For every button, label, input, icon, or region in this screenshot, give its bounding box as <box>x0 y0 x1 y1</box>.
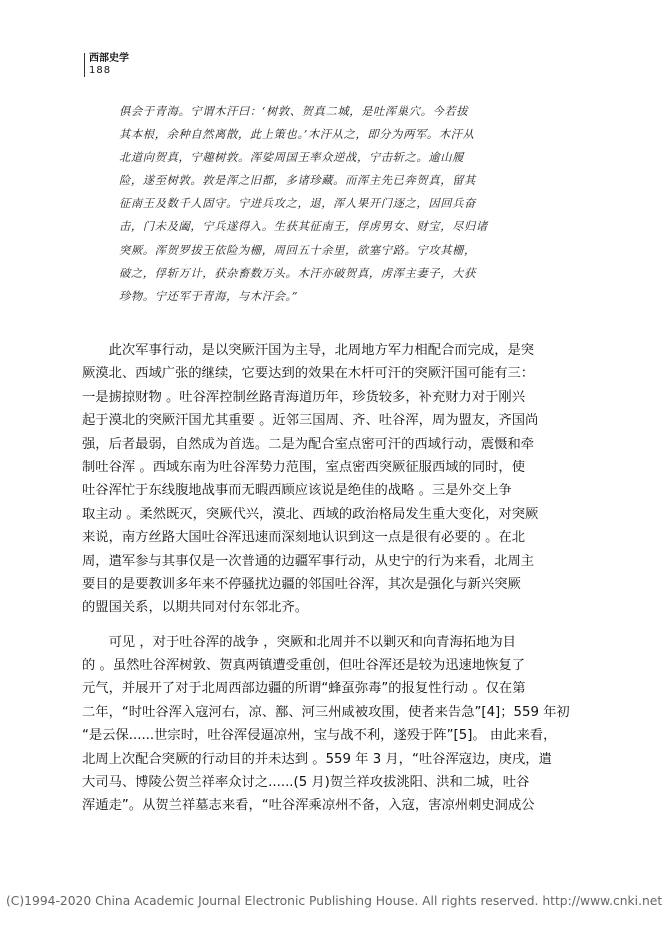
text-line: 元气，并展开了对于北周西部边疆的所谓“蜂虿弥毒”的报复性行动 。仅在第 <box>82 681 526 697</box>
quote-line: 突厥。浑贺罗拔王依险为栅，周回五十余里，欲塞宁路。宁攻其栅， <box>119 243 476 257</box>
paragraph <box>82 339 582 620</box>
text-line: 可见 ，对于吐谷浑的战争 ，突厥和北周并不以剿灭和向青海拓地为目 <box>82 634 516 650</box>
text-line: 要目的是要教训多年来不停骚扰边疆的邻国吐谷浑，其次是强化与新兴突厥 <box>82 576 521 592</box>
text-line: 吐谷浑忙于东线腹地战事而无暇西顾应该说是绝佳的战略 。三是外交上争 <box>82 483 512 499</box>
quote-line: 北道向贺真，宁趣树敦。浑娑周国王率众逆战，宁击斩之。逾山履 <box>119 151 465 165</box>
text-line: 厥漠北、西域广张的继续，它要达到的效果在木杆可汗的突厥汗国可能有三： <box>82 366 535 382</box>
text-line: 浑遁走”。从贺兰祥墓志来看，“吐谷浑乘凉州不备，入寇，害凉州刺史洞成公 <box>82 798 535 814</box>
quote-line: 征南王及数千人固守。宁进兵攻之，退，浑人果开门逐之，因回兵奋 <box>119 197 476 211</box>
block-quote <box>119 100 559 308</box>
text-line: 北周上次配合突厥的行动目的并未达到 。559 年 3 月，“吐谷浑寇边，庚戌，遣 <box>82 751 552 767</box>
journal-title: 西部史学 <box>89 53 129 64</box>
text-line: 制吐谷浑 。西域东南为吐谷浑势力范围，室点密西突厥征服西域的同时，使 <box>82 459 526 475</box>
quote-line: 俱会于青海。宁谓木汗曰：‘树敦、贺真二城，是吐浑巢穴。今若拔 <box>119 105 469 118</box>
text-line: 周，遣军参与其事仅是一次普通的边疆军事行动，从史宁的行为来看，北周主 <box>82 553 535 569</box>
text-line: 一是掳掠财物 。吐谷浑控制丝路青海道历年，珍货较多，补充财力对于刚兴 <box>82 389 526 405</box>
quote-line: 破之，俘斩万计，获杂畜数万头。木汗亦破贺真，虏浑主妻子，大获 <box>119 266 476 280</box>
quote-line: 击，门未及阖，宁兵遂得入。生获其征南王，俘虏男女、财宝，尽归诸 <box>119 220 488 234</box>
paragraph <box>82 631 582 818</box>
text-line: 此次军事行动，是以突厥汗国为主导，北周地方军力相配合而完成，是突 <box>82 343 535 358</box>
text-line: 的 。虽然吐谷浑树敦、贺真两镇遭受重创，但吐谷浑还是较为迅速地恢复了 <box>82 658 526 674</box>
body-text <box>82 339 582 829</box>
text-line: 强，后者最弱，自然成为首选。二是为配合室点密可汗的西域行动，震慑和牵 <box>82 436 535 452</box>
quote-line: 珍物。宁还军于青海，与木汗会。” <box>119 289 299 303</box>
text-line: 大司马、博陵公贺兰祥率众讨之......(5 月)贺兰祥攻拔洮阳、洪和二城，吐谷 <box>82 775 530 791</box>
text-line: 二年，“时吐谷浑入寇河右，凉、鄯、河三州咸被攻围，使者来告急”[4]；559 年初 <box>82 704 570 720</box>
page-number: 188 <box>89 65 112 76</box>
text-line: 取主动 。柔然既灭，突厥代兴，漠北、西域的政治格局发生重大变化，对突厥 <box>82 506 539 522</box>
text-line: 来说，南方丝路大国吐谷浑迅速而深刻地认识到这一点是很有必要的 。在北 <box>82 530 526 546</box>
text-line: 的盟国关系，以期共同对付东邻北齐。 <box>82 600 309 616</box>
copyright-footer: (C)1994-2020 China Academic Journal Electronic Publishing House. All rights reserved. http://www.cnki.net <box>6 894 663 908</box>
quote-line: 其本根，余种自然离散，此上策也。’木汗从之，即分为两军。木汗从 <box>119 128 475 142</box>
text-line: 起于漠北的突厥汗国尤其重要 。近邻三国周、齐、吐谷浑，周为盟友，齐国尚 <box>82 413 539 429</box>
page-header <box>84 53 129 77</box>
quote-line: 险，遂至树敦。敦是浑之旧都，多诸珍藏。而浑主先已奔贺真，留其 <box>119 174 476 188</box>
text-line: “是云保......世宗时，吐谷浑侵逼凉州，宝与战不利，遂殁于阵”[5]。 由此来看， <box>82 728 557 744</box>
